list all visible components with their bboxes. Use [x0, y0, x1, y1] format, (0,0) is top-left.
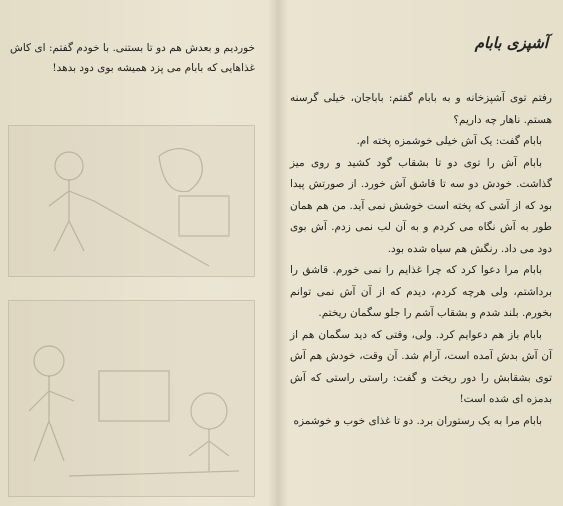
story-paragraph: بابام گفت: یک آش خیلی خوشمزه پخته ام. [356, 135, 542, 147]
story-paragraph: بابام آش را توی دو تا بشقاب گود کشید و روی میز گذاشت. خودش دو سه تا قاشق آش خورد. از صورتش پیدا بود که از آشی که پخته است خوشش نمی آید. من هم همان طور به آش نگاه می کردم و به آن لب نمی زدم. آش بوی دود می داد. رنگش هم سیاه شده بود. [290, 156, 552, 255]
story-paragraph: رفتم توی آشپزخانه و به بابام گفتم: باباجان، خیلی گرسنه هستم. ناهار چه داریم؟ [290, 92, 552, 126]
story-paragraph: بابام مرا به یک رستوران برد. دو تا غذای خوب و خوشمزه [293, 414, 542, 427]
left-page-text: خوردیم و بعدش هم دو تا بستنی. با خودم گفتم: ای کاش غذاهایی که بابام می پزد همیشه بوی دود بدهد! [10, 42, 255, 74]
illustration-sketch-bottom [9, 301, 254, 496]
faded-illustration-bottom [8, 300, 255, 497]
illustration-sketch-top [9, 126, 254, 276]
right-page [290, 32, 552, 432]
story-title: آشپزی بابام [474, 34, 548, 52]
faded-illustration-top [8, 125, 255, 277]
story-paragraph: بابام باز هم دعوایم کرد. ولی، وقتی که دید سگمان هم از آن آش بدش آمده است، آرام شد. آن وقت، خودش هم آش توی بشقابش را دور ریخت و گفت: راستی راستی که آش بدمزه ای شده است! [290, 328, 552, 405]
book-spine [268, 0, 288, 506]
story-paragraph: بابام مرا دعوا کرد که چرا غذایم را نمی خورم. قاشق را برداشتم، ولی هرچه کردم، دیدم که از آن آش نمی توانم بخورم. بلند شدم و بشقاب آشم را جلو سگمان ریختم. [290, 264, 552, 319]
